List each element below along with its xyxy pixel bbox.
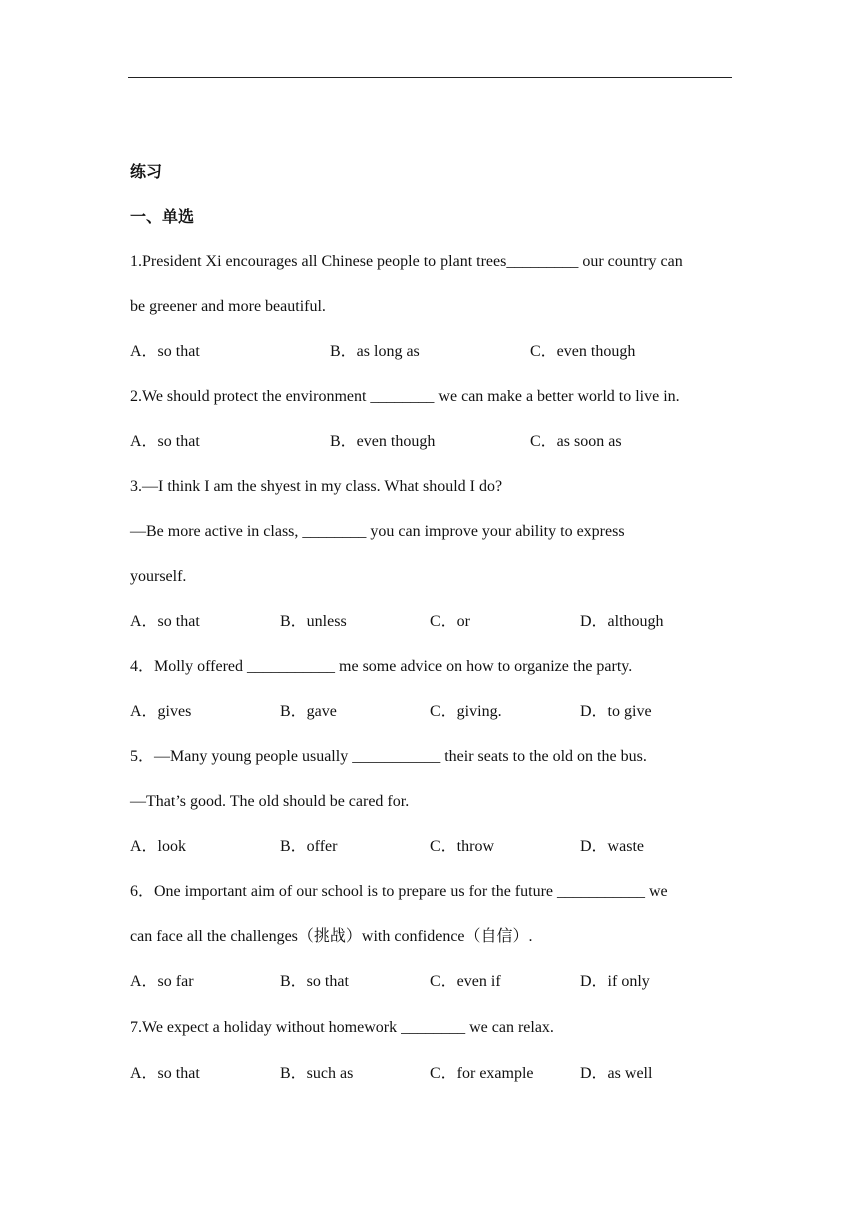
section-title: 练习 bbox=[130, 162, 163, 181]
question-5-line-2: —That’s good. The old should be cared for. bbox=[130, 793, 410, 810]
question-6-line-2: can face all the challenges（挑战）with confidence（自信）. bbox=[130, 928, 533, 945]
question-6-option-d: D．if only bbox=[580, 973, 650, 990]
question-2-option-c: C．as soon as bbox=[530, 433, 622, 450]
question-3-option-c: C．or bbox=[430, 613, 471, 630]
header-rule bbox=[128, 77, 732, 78]
question-3-option-d: D．although bbox=[580, 613, 664, 630]
question-4-option-a: A．gives bbox=[130, 703, 192, 720]
question-6-option-a: A．so far bbox=[130, 973, 194, 990]
question-4-option-b: B．gave bbox=[280, 703, 337, 720]
question-5-option-d: D．waste bbox=[580, 838, 644, 855]
question-6-line-1: 6．One important aim of our school is to prepare us for the future ___________ we bbox=[130, 883, 668, 900]
question-7-option-c: C．for example bbox=[430, 1065, 534, 1082]
question-1-line-2: be greener and more beautiful. bbox=[130, 298, 326, 315]
part-title: 一、单选 bbox=[130, 207, 195, 226]
question-1-option-a: A．so that bbox=[130, 343, 200, 360]
question-4-option-d: D．to give bbox=[580, 703, 652, 720]
question-3-option-a: A．so that bbox=[130, 613, 200, 630]
question-7-option-b: B．such as bbox=[280, 1065, 354, 1082]
question-5-option-b: B．offer bbox=[280, 838, 338, 855]
question-6-option-c: C．even if bbox=[430, 973, 501, 990]
question-7-option-d: D．as well bbox=[580, 1065, 653, 1082]
question-2-option-a: A．so that bbox=[130, 433, 200, 450]
question-1-option-c: C．even though bbox=[530, 343, 636, 360]
question-7-line-1: 7.We expect a holiday without homework ________ we can relax. bbox=[130, 1019, 554, 1036]
question-1-line-1: 1.President Xi encourages all Chinese people to plant trees_________ our country can bbox=[130, 253, 683, 270]
question-1-option-b: B．as long as bbox=[330, 343, 420, 360]
question-3-line-2: —Be more active in class, ________ you can improve your ability to express bbox=[130, 523, 625, 540]
question-2-line-1: 2.We should protect the environment ________ we can make a better world to live in. bbox=[130, 388, 680, 405]
question-2-option-b: B．even though bbox=[330, 433, 436, 450]
question-7-option-a: A．so that bbox=[130, 1065, 200, 1082]
question-5-option-c: C．throw bbox=[430, 838, 495, 855]
question-5-line-1: 5．—Many young people usually ___________ their seats to the old on the bus. bbox=[130, 748, 647, 765]
question-6-option-b: B．so that bbox=[280, 973, 349, 990]
question-4-option-c: C．giving. bbox=[430, 703, 502, 720]
question-3-option-b: B．unless bbox=[280, 613, 347, 630]
question-3-line-3: yourself. bbox=[130, 568, 187, 585]
question-3-line-1: 3.—I think I am the shyest in my class. What should I do? bbox=[130, 478, 503, 495]
question-4-line-1: 4．Molly offered ___________ me some advice on how to organize the party. bbox=[130, 658, 633, 675]
question-5-option-a: A．look bbox=[130, 838, 187, 855]
